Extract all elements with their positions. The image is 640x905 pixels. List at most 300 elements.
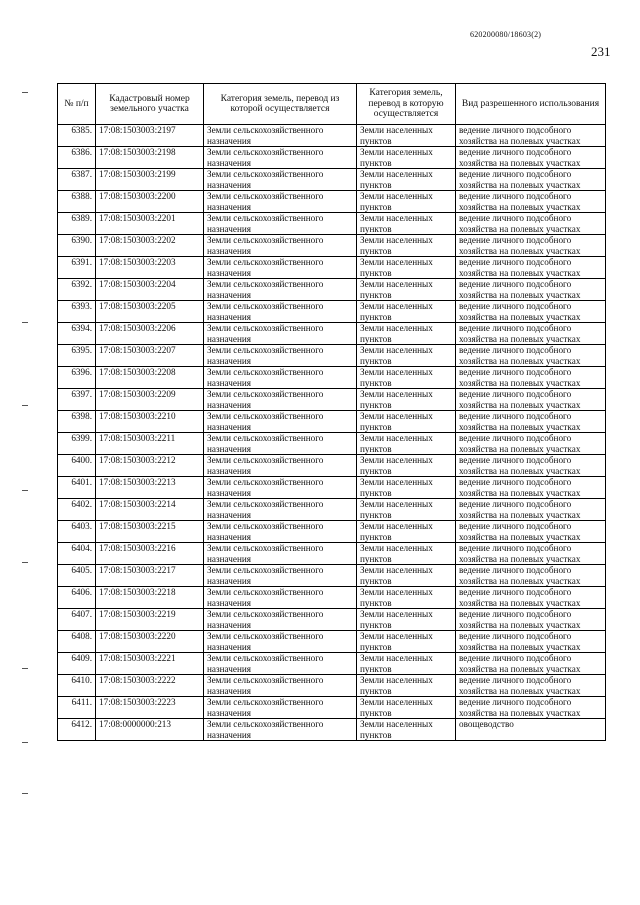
cell-number [58,235,96,257]
cell-category-to-text: Земли населенных пунктов [360,147,433,168]
cell-number [58,125,96,147]
table-row [58,653,606,675]
cell-number-text: 6397. [71,389,92,399]
cell-category-to [357,587,456,609]
cell-cadastral-number-text: 17:08:1503003:2213 [99,477,176,487]
cell-category-to [357,543,456,565]
table-row [58,587,606,609]
table-row [58,521,606,543]
cell-category-from [204,213,357,235]
cell-number [58,697,96,719]
cell-number [58,455,96,477]
cell-number-text: 6404. [71,543,92,553]
cell-number [58,147,96,169]
cell-category-to-text: Земли населенных пунктов [360,697,433,718]
cell-permitted-use-text: ведение личного подсобного хозяйства на полевых участках [459,433,581,454]
cell-permitted-use-text: ведение личного подсобного хозяйства на полевых участках [459,169,581,190]
cell-category-from [204,521,357,543]
cell-category-from [204,389,357,411]
table-row [58,609,606,631]
cell-permitted-use [456,455,606,477]
cell-cadastral-number-text: 17:08:1503003:2205 [99,301,176,311]
cell-cadastral-number-text: 17:08:1503003:2207 [99,345,176,355]
cell-cadastral-number-text: 17:08:1503003:2200 [99,191,176,201]
cell-cadastral-number-text: 17:08:1503003:2211 [99,433,176,443]
cell-category-from [204,609,357,631]
cell-category-from-text: Земли сельскохозяйственного назначения [207,587,324,608]
cell-category-from [204,125,357,147]
cell-number [58,499,96,521]
cell-permitted-use [456,345,606,367]
cell-number [58,631,96,653]
cell-category-from [204,411,357,433]
cell-permitted-use-text: ведение личного подсобного хозяйства на полевых участках [459,367,581,388]
cell-permitted-use [456,279,606,301]
cell-number-text: 6399. [71,433,92,443]
table-row [58,345,606,367]
cell-category-from [204,323,357,345]
cell-number [58,191,96,213]
cell-number [58,653,96,675]
cell-category-from-text: Земли сельскохозяйственного назначения [207,609,324,630]
cell-number [58,521,96,543]
cell-category-to [357,521,456,543]
table-row [58,235,606,257]
cell-cadastral-number [96,125,204,147]
cell-category-from-text: Земли сельскохозяйственного назначения [207,565,324,586]
cell-permitted-use [456,675,606,697]
cell-permitted-use [456,653,606,675]
table-row [58,367,606,389]
cell-category-to-text: Земли населенных пунктов [360,675,433,696]
cell-category-to-text: Земли населенных пунктов [360,543,433,564]
cell-category-to-text: Земли населенных пунктов [360,631,433,652]
cell-number-text: 6402. [71,499,92,509]
cell-category-to-text: Земли населенных пунктов [360,609,433,630]
cell-category-to-text: Земли населенных пунктов [360,367,433,388]
cell-number-text: 6407. [71,609,92,619]
cell-cadastral-number [96,411,204,433]
cell-cadastral-number [96,257,204,279]
table-row [58,213,606,235]
cell-category-to [357,389,456,411]
cell-number-text: 6412. [71,719,92,729]
cell-category-from-text: Земли сельскохозяйственного назначения [207,169,324,190]
cell-cadastral-number-text: 17:08:1503003:2209 [99,389,176,399]
cell-category-to-text: Земли населенных пунктов [360,499,433,520]
cell-category-to [357,345,456,367]
cell-permitted-use-text: ведение личного подсобного хозяйства на полевых участках [459,477,581,498]
header-permitted-use: Вид разрешенного использования [456,84,606,125]
cell-permitted-use [456,169,606,191]
cell-category-from-text: Земли сельскохозяйственного назначения [207,367,324,388]
cell-cadastral-number-text: 17:08:1503003:2197 [99,125,176,135]
table-row [58,697,606,719]
cell-cadastral-number [96,191,204,213]
cell-number [58,587,96,609]
cell-number [58,279,96,301]
cell-category-to-text: Земли населенных пунктов [360,389,433,410]
cell-permitted-use-text: ведение личного подсобного хозяйства на полевых участках [459,147,581,168]
cell-number [58,301,96,323]
cell-cadastral-number [96,521,204,543]
table-row [58,389,606,411]
cell-permitted-use [456,389,606,411]
cell-category-from [204,147,357,169]
cell-number-text: 6396. [71,367,92,377]
header-category-from: Категория земель, перевод из которой осуществляется [204,84,357,125]
cell-category-to [357,609,456,631]
table-row [58,323,606,345]
cell-cadastral-number-text: 17:08:1503003:2219 [99,609,176,619]
cell-number [58,565,96,587]
table-row [58,279,606,301]
cell-category-to [357,675,456,697]
cell-category-to [357,719,456,741]
header-cadastral-number: Кадастровый номер земельного участка [96,84,204,125]
cell-cadastral-number [96,169,204,191]
cell-category-to-text: Земли населенных пунктов [360,279,433,300]
table-row [58,631,606,653]
cell-number-text: 6403. [71,521,92,531]
cell-cadastral-number-text: 17:08:1503003:2214 [99,499,176,509]
cell-permitted-use [456,411,606,433]
land-plots-table [57,83,606,741]
cell-category-from [204,279,357,301]
cell-permitted-use [456,631,606,653]
cell-cadastral-number-text: 17:08:1503003:2223 [99,697,176,707]
cell-permitted-use [456,609,606,631]
cell-category-from-text: Земли сельскохозяйственного назначения [207,191,324,212]
cell-number-text: 6392. [71,279,92,289]
cell-cadastral-number [96,345,204,367]
cell-cadastral-number [96,697,204,719]
cell-category-from-text: Земли сельскохозяйственного назначения [207,697,324,718]
cell-number-text: 6411. [71,697,92,707]
cell-number-text: 6393. [71,301,92,311]
scan-margin-mark [22,562,28,563]
cell-cadastral-number-text: 17:08:1503003:2201 [99,213,176,223]
cell-category-to-text: Земли населенных пунктов [360,587,433,608]
cell-category-from-text: Земли сельскохозяйственного назначения [207,631,324,652]
cell-permitted-use [456,433,606,455]
scan-margin-mark [22,405,28,406]
cell-cadastral-number [96,279,204,301]
cell-category-to [357,147,456,169]
cell-number-text: 6390. [71,235,92,245]
table-row [58,191,606,213]
cell-cadastral-number [96,477,204,499]
cell-cadastral-number-text: 17:08:1503003:2217 [99,565,176,575]
cell-permitted-use [456,587,606,609]
cell-cadastral-number [96,455,204,477]
cell-category-to [357,631,456,653]
cell-permitted-use [456,697,606,719]
cell-permitted-use [456,719,606,741]
cell-category-from-text: Земли сельскохозяйственного назначения [207,477,324,498]
cell-cadastral-number-text: 17:08:1503003:2218 [99,587,176,597]
cell-category-to-text: Земли населенных пунктов [360,477,433,498]
cell-permitted-use-text: ведение личного подсобного хозяйства на полевых участках [459,697,581,718]
cell-number [58,323,96,345]
cell-category-from [204,433,357,455]
cell-category-from [204,367,357,389]
cell-number-text: 6406. [71,587,92,597]
cell-number-text: 6408. [71,631,92,641]
cell-permitted-use-text: ведение личного подсобного хозяйства на полевых участках [459,301,581,322]
cell-category-from-text: Земли сельскохозяйственного назначения [207,125,324,146]
cell-category-from [204,301,357,323]
cell-cadastral-number [96,719,204,741]
cell-permitted-use-text: ведение личного подсобного хозяйства на полевых участках [459,389,581,410]
cell-category-to-text: Земли населенных пунктов [360,257,433,278]
table-row [58,565,606,587]
cell-category-from-text: Земли сельскохозяйственного назначения [207,411,324,432]
cell-number [58,433,96,455]
table-header-row [58,84,606,125]
table-row [58,125,606,147]
cell-category-from-text: Земли сельскохозяйственного назначения [207,433,324,454]
cell-category-to-text: Земли населенных пунктов [360,301,433,322]
table-row [58,411,606,433]
scan-margin-mark [22,490,28,491]
cell-number-text: 6405. [71,565,92,575]
cell-number [58,367,96,389]
cell-category-from [204,565,357,587]
cell-cadastral-number [96,323,204,345]
cell-category-to-text: Земли населенных пунктов [360,411,433,432]
cell-category-from-text: Земли сельскохозяйственного назначения [207,235,324,256]
cell-permitted-use-text: ведение личного подсобного хозяйства на полевых участках [459,191,581,212]
table-row [58,257,606,279]
cell-number-text: 6386. [71,147,92,157]
cell-category-to [357,433,456,455]
cell-cadastral-number-text: 17:08:1503003:2210 [99,411,176,421]
cell-number-text: 6394. [71,323,92,333]
cell-category-to-text: Земли населенных пунктов [360,345,433,366]
cell-category-from [204,587,357,609]
cell-category-from-text: Земли сельскохозяйственного назначения [207,675,324,696]
cell-category-to [357,213,456,235]
scan-margin-mark [22,793,28,794]
cell-category-to [357,235,456,257]
cell-permitted-use-text: ведение личного подсобного хозяйства на полевых участках [459,653,581,674]
cell-category-from [204,631,357,653]
cell-cadastral-number-text: 17:08:1503003:2221 [99,653,176,663]
cell-category-from [204,543,357,565]
cell-cadastral-number-text: 17:08:1503003:2208 [99,367,176,377]
cell-number [58,169,96,191]
cell-cadastral-number [96,235,204,257]
cell-cadastral-number-text: 17:08:1503003:2198 [99,147,176,157]
cell-number [58,675,96,697]
cell-category-to [357,477,456,499]
table-row [58,455,606,477]
cell-permitted-use-text: ведение личного подсобного хозяйства на полевых участках [459,543,581,564]
cell-cadastral-number [96,565,204,587]
page-number: 231 [591,44,611,59]
table-row [58,301,606,323]
cell-permitted-use [456,125,606,147]
cell-permitted-use [456,323,606,345]
header-number: № п/п [58,84,96,125]
cell-category-from-text: Земли сельскохозяйственного назначения [207,389,324,410]
cell-permitted-use [456,367,606,389]
cell-category-from [204,719,357,741]
table-row [58,499,606,521]
cell-category-from [204,675,357,697]
cell-number-text: 6391. [71,257,92,267]
cell-category-to [357,411,456,433]
table-row [58,543,606,565]
cell-permitted-use [456,301,606,323]
cell-category-from [204,499,357,521]
cell-permitted-use-text: ведение личного подсобного хозяйства на полевых участках [459,345,581,366]
cell-permitted-use [456,235,606,257]
cell-cadastral-number-text: 17:08:1503003:2202 [99,235,176,245]
cell-cadastral-number [96,301,204,323]
cell-permitted-use [456,147,606,169]
cell-permitted-use-text: ведение личного подсобного хозяйства на полевых участках [459,565,581,586]
scan-margin-mark [22,742,28,743]
cell-permitted-use [456,543,606,565]
cell-number [58,389,96,411]
cell-category-from-text: Земли сельскохозяйственного назначения [207,719,324,740]
cell-category-to [357,323,456,345]
cell-cadastral-number [96,587,204,609]
cell-number [58,477,96,499]
cell-category-to-text: Земли населенных пунктов [360,213,433,234]
cell-number-text: 6410. [71,675,92,685]
cell-permitted-use [456,565,606,587]
cell-cadastral-number [96,433,204,455]
cell-permitted-use-text: ведение личного подсобного хозяйства на полевых участках [459,499,581,520]
cell-number-text: 6400. [71,455,92,465]
cell-cadastral-number [96,389,204,411]
cell-category-from-text: Земли сельскохозяйственного назначения [207,323,324,344]
cell-permitted-use-text: ведение личного подсобного хозяйства на полевых участках [459,279,581,300]
cell-category-from [204,257,357,279]
cell-cadastral-number [96,653,204,675]
cell-cadastral-number-text: 17:08:1503003:2216 [99,543,176,553]
cell-cadastral-number [96,367,204,389]
cell-number [58,345,96,367]
cell-permitted-use-text: ведение личного подсобного хозяйства на полевых участках [459,521,581,542]
cell-category-to [357,653,456,675]
table-row [58,147,606,169]
cell-permitted-use [456,257,606,279]
cell-category-to [357,367,456,389]
table-row [58,675,606,697]
cell-category-from-text: Земли сельскохозяйственного назначения [207,345,324,366]
cell-category-to-text: Земли населенных пунктов [360,455,433,476]
table-row [58,719,606,741]
cell-permitted-use-text: овощеводство [459,719,514,729]
cell-cadastral-number-text: 17:08:1503003:2204 [99,279,176,289]
cell-cadastral-number-text: 17:08:1503003:2222 [99,675,176,685]
cell-number [58,543,96,565]
cell-category-to-text: Земли населенных пунктов [360,235,433,256]
cell-category-from [204,169,357,191]
cell-permitted-use-text: ведение личного подсобного хозяйства на полевых участках [459,411,581,432]
cell-permitted-use-text: ведение личного подсобного хозяйства на полевых участках [459,631,581,652]
cell-cadastral-number-text: 17:08:0000000:213 [99,719,171,729]
cell-category-to [357,565,456,587]
cell-category-to-text: Земли населенных пунктов [360,191,433,212]
cell-number-text: 6395. [71,345,92,355]
cell-category-from [204,653,357,675]
cell-cadastral-number [96,213,204,235]
cell-permitted-use [456,499,606,521]
cell-category-to-text: Земли населенных пунктов [360,719,433,740]
table-body [58,125,606,741]
cell-category-to [357,169,456,191]
scan-margin-mark [22,322,28,323]
cell-category-to [357,125,456,147]
cell-cadastral-number [96,675,204,697]
cell-cadastral-number [96,631,204,653]
cell-category-from [204,455,357,477]
header-category-to: Категория земель, перевод в которую осуществляется [357,84,456,125]
cell-category-to-text: Земли населенных пунктов [360,565,433,586]
cell-permitted-use-text: ведение личного подсобного хозяйства на полевых участках [459,213,581,234]
cell-category-to [357,697,456,719]
table-row [58,433,606,455]
cell-number-text: 6389. [71,213,92,223]
cell-number-text: 6387. [71,169,92,179]
cell-category-from-text: Земли сельскохозяйственного назначения [207,279,324,300]
cell-cadastral-number [96,609,204,631]
cell-number-text: 6398. [71,411,92,421]
cell-category-to-text: Земли населенных пунктов [360,169,433,190]
cell-permitted-use-text: ведение личного подсобного хозяйства на полевых участках [459,675,581,696]
cell-permitted-use [456,191,606,213]
cell-category-from [204,191,357,213]
cell-number-text: 6401. [71,477,92,487]
cell-number [58,257,96,279]
document-id: 620200080/18603(2) [470,30,542,39]
cell-permitted-use [456,521,606,543]
cell-category-to [357,455,456,477]
cell-category-from-text: Земли сельскохозяйственного назначения [207,213,324,234]
cell-category-from-text: Земли сельскохозяйственного назначения [207,257,324,278]
cell-category-to [357,257,456,279]
cell-category-to [357,301,456,323]
cell-permitted-use-text: ведение личного подсобного хозяйства на полевых участках [459,125,581,146]
cell-category-to-text: Земли населенных пунктов [360,125,433,146]
cell-permitted-use-text: ведение личного подсобного хозяйства на полевых участках [459,235,581,256]
cell-category-from-text: Земли сельскохозяйственного назначения [207,653,324,674]
cell-cadastral-number-text: 17:08:1503003:2199 [99,169,176,179]
cell-category-to [357,191,456,213]
cell-permitted-use-text: ведение личного подсобного хозяйства на полевых участках [459,455,581,476]
cell-cadastral-number-text: 17:08:1503003:2220 [99,631,176,641]
cell-category-from [204,697,357,719]
cell-category-from [204,477,357,499]
table-row [58,169,606,191]
scan-margin-mark [22,668,28,669]
scan-margin-mark [22,92,28,93]
cell-permitted-use-text: ведение личного подсобного хозяйства на полевых участках [459,323,581,344]
cell-permitted-use-text: ведение личного подсобного хозяйства на полевых участках [459,609,581,630]
cell-permitted-use [456,213,606,235]
cell-category-from-text: Земли сельскохозяйственного назначения [207,499,324,520]
cell-category-to-text: Земли населенных пунктов [360,521,433,542]
cell-number-text: 6409. [71,653,92,663]
cell-category-to-text: Земли населенных пунктов [360,433,433,454]
cell-category-from-text: Земли сельскохозяйственного назначения [207,301,324,322]
cell-number [58,213,96,235]
